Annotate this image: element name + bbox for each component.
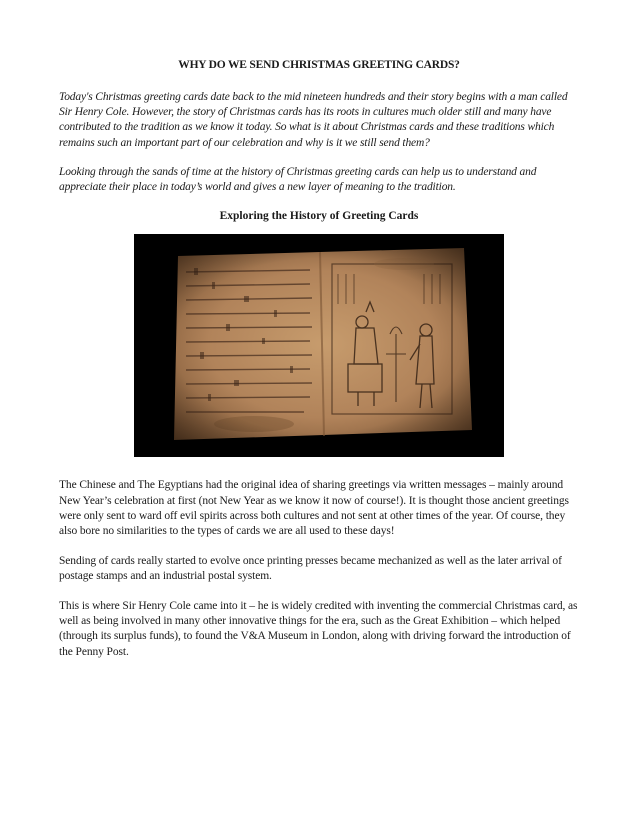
intro-paragraph-2: Looking through the sands of time at the history of Christmas greeting cards can help us to understand and appreciate their place in today’s world and gives a new layer of meaning to the tradition.	[59, 165, 537, 194]
intro-paragraph-1: Today's Christmas greeting cards date back to the mid nineteen hundreds and their story begins with a man called Sir Henry Cole. However, the story of Christmas cards has its roots in cultures much older still and many have contributed to the tradition as we know it today. So what is it about Christmas cards and these traditions which remains such an important part of our celebration and why is it we still send them?	[59, 91, 568, 149]
egyptian-papyrus-image	[134, 234, 504, 457]
body-text	[59, 478, 579, 660]
document-page	[59, 58, 579, 674]
body-paragraph-1: The Chinese and The Egyptians had the original idea of sharing greetings via written messages – mainly around New Year’s celebration at first (not New Year as we know it now of course!). It is thought those ancient greetings were only sent to ward off evil spirits across both cultures and not sent at other times of the year. Of course, they also bore no similarities to the types of cards we are all used to these days!	[59, 479, 569, 538]
papyrus-illustration	[134, 234, 504, 457]
page-title: WHY DO WE SEND CHRISTMAS GREETING CARDS?	[178, 59, 460, 71]
section-heading: Exploring the History of Greeting Cards	[219, 210, 419, 223]
body-paragraph-2: Sending of cards really started to evolve once printing presses became mechanized as well as the later arrival of postage stamps and an industrial postal system.	[59, 554, 562, 583]
body-paragraph-3: This is where Sir Henry Cole came into it – he is widely credited with inventing the commercial Christmas card, as well as being involved in many other innovative things for the era, such as the Great Exhibition – which helped (through its surplus funds), to found the V&A Museum in London, along with driving forward the introduction of the Penny Post.	[59, 599, 578, 658]
